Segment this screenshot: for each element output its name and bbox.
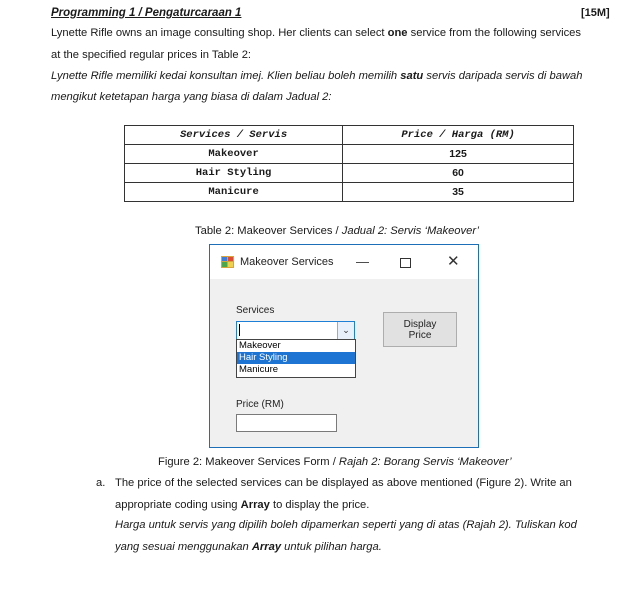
window-title: Makeover Services — [240, 256, 334, 268]
intro-ms-line-1: Lynette Rifle memiliki kedai konsultan imej. Klien beliau boleh memilih satu servis daripada servis di bawah — [51, 70, 583, 82]
table-row — [125, 145, 574, 164]
question-ms-line-1: Harga untuk servis yang dipilih boleh dipamerkan seperti yang di atas (Rajah 2). Tuliskan kod — [115, 519, 577, 531]
question-ms-line-2: yang sesuai menggunakan Array untuk pilihan harga. — [115, 541, 382, 553]
price-label: Price (RM) — [236, 399, 284, 410]
minimize-button[interactable]: — — [356, 254, 369, 269]
form-titlebar — [210, 245, 478, 279]
service-cell: Hair Styling — [125, 164, 343, 183]
question-en-line-1: The price of the selected services can be displayed as above mentioned (Figure 2). Write an — [115, 477, 572, 489]
header-price: Price / Harga (RM) — [343, 126, 574, 145]
header-services: Services / Servis — [125, 126, 343, 145]
chevron-down-icon[interactable]: ⌄ — [337, 322, 354, 339]
price-cell: 35 — [343, 183, 574, 202]
question-letter: a. — [96, 477, 106, 489]
display-price-button-line-2: Price — [408, 329, 432, 341]
display-price-button[interactable] — [383, 312, 457, 347]
services-label: Services — [236, 305, 275, 316]
intro-en-line-1: Lynette Rifle owns an image consulting shop. Her clients can select one service from the following services — [51, 27, 581, 39]
figure-caption: Figure 2: Makeover Services Form / Rajah 2: Borang Servis ‘Makeover’ — [158, 456, 512, 468]
question-title: Programming 1 / Pengaturcaraan 1 — [51, 7, 242, 19]
table-row — [125, 183, 574, 202]
services-table — [124, 125, 574, 202]
intro-ms-line-2: mengikut ketetapan harga yang biasa di dalam Jadual 2: — [51, 91, 332, 103]
marks-label: [15M] — [581, 7, 610, 19]
service-cell: Makeover — [125, 145, 343, 164]
maximize-button[interactable] — [400, 258, 411, 268]
services-combobox[interactable] — [236, 321, 355, 340]
service-cell: Manicure — [125, 183, 343, 202]
table-header-row — [125, 126, 574, 145]
price-cell: 60 — [343, 164, 574, 183]
dropdown-item-hair-styling[interactable]: Hair Styling — [237, 352, 355, 364]
intro-en-line-2: at the specified regular prices in Table 2: — [51, 49, 252, 61]
app-icon — [221, 256, 234, 268]
text-caret — [239, 324, 240, 336]
table-caption: Table 2: Makeover Services / Jadual 2: Servis ‘Makeover’ — [195, 225, 479, 237]
price-cell: 125 — [343, 145, 574, 164]
price-textbox[interactable] — [236, 414, 337, 432]
makeover-services-form — [209, 244, 479, 448]
table-row — [125, 164, 574, 183]
services-dropdown-list — [236, 339, 356, 378]
dropdown-item-manicure[interactable]: Manicure — [239, 364, 279, 375]
question-en-line-2: appropriate coding using Array to display the price. — [115, 499, 370, 511]
display-price-button-line-1: Display — [403, 318, 437, 330]
close-button[interactable]: ✕ — [447, 253, 460, 270]
dropdown-item-makeover[interactable]: Makeover — [239, 340, 281, 351]
